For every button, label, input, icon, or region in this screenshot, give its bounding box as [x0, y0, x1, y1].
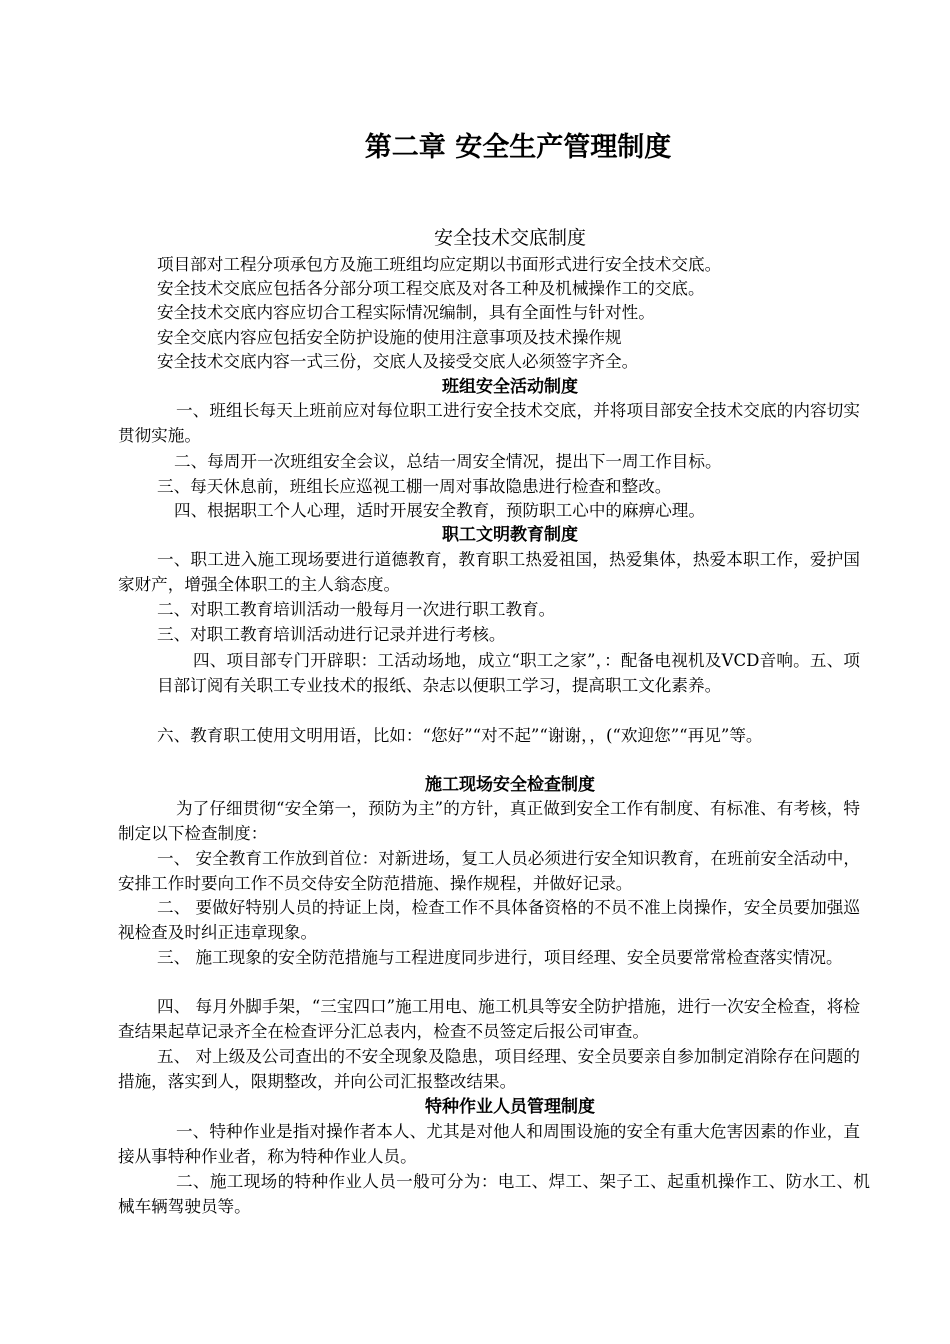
paragraph: 五、 对上级及公司查出的不安全现象及隐患，项目经理、安全员要亲自参加制定消除存在问题的措施，落实到人，限期整改，并向公司汇报整改结果。 [118, 1047, 860, 1091]
text-line: 安全技术交底内容一式三份，交底人及接受交底人必须签字齐全。 [157, 352, 639, 371]
paragraph: 四、根据职工个人心理，适时开展安全教育，预防职工心中的麻痹心理。 [174, 501, 705, 520]
paragraph: 二、每周开一次班组安全会议，总结一周安全情况，提出下一周工作目标。 [174, 452, 722, 471]
section-title-safety-briefing: 安全技术交底制度 [433, 227, 586, 249]
chapter-title: 第二章 安全生产管理制度 [364, 132, 672, 163]
text-line: 安全技术交底应包括各分部分项工程交底及对各工种及机械操作工的交底。 [157, 279, 705, 298]
text-line: 安全交底内容应包括安全防护设施的使用注意事项及技术操作规 [157, 328, 622, 347]
text-line: 安全技术交底内容应切合工程实际情况编制，具有全面性与针对性。 [157, 303, 655, 322]
paragraph: 为了仔细贯彻“安全第一，预防为主”的方针，真正做到安全工作有制度、有标准、有考核，特制定以下检查制度： [118, 799, 860, 843]
paragraph: 二、对职工教育培训活动一般每月一次进行职工教育。 [157, 600, 556, 619]
section-title-site-inspection: 施工现场安全检查制度 [425, 775, 595, 795]
paragraph: 一、 安全教育工作放到首位：对新进场，复工人员必须进行安全知识教育，在班前安全活动中，安排工作时要向工作不员交侍安全防范措施、操作规程，并做好记录。 [118, 849, 860, 893]
paragraph: 一、班组长每天上班前应对每位职工进行安全技术交底，并将项目部安全技术交底的内容切实贯彻实施。 [118, 401, 860, 445]
section-title-special-operations: 特种作业人员管理制度 [425, 1097, 595, 1117]
paragraph: 二、 要做好特别人员的持证上岗，检查工作不具体备资格的不员不准上岗操作，安全员要加强巡视检查及时纠正违章现象。 [118, 898, 860, 942]
paragraph: 三、 施工现象的安全防范措施与工程进度同步进行，项目经理、安全员要常常检查落实情况。 [157, 948, 843, 967]
paragraph: 三、对职工教育培训活动进行记录并进行考核。 [157, 625, 506, 644]
paragraph: 一、特种作业是指对操作者本人、尤其是对他人和周围设施的安全有重大危害因素的作业，直接从事特种作业者，称为特种作业人员。 [118, 1122, 860, 1166]
paragraph: 二、施工现场的特种作业人员一般可分为：电工、焊工、架子工、起重机操作工、防水工、机械车辆驾驶员等。 [118, 1172, 870, 1216]
section-title-worker-education: 职工文明教育制度 [442, 525, 578, 545]
paragraph: 一、职工进入施工现场要进行道德教育，教育职工热爱祖国，热爱集体，热爱本职工作，爱护国家财产，增强全体职工的主人翁态度。 [118, 550, 860, 594]
section-title-team-activity: 班组安全活动制度 [442, 377, 578, 397]
paragraph: 六、教育职工使用文明用语，比如：“您好”“对不起”“谢谢，，(“欢迎您”“再见”等。 [157, 726, 763, 745]
paragraph: 四、项目部专门开辟职：工活动场地，成立“职工之家”，：配备电视机及VCD音响。五、项目部订阅有关职工专业技术的报纸、杂志以便职工学习，提高职工文化素养。 [157, 651, 860, 695]
paragraph: 四、 每月外脚手架，“三宝四口”施工用电、施工机具等安全防护措施，进行一次安全检查，将检查结果起草记录齐全在检查评分汇总表内，检查不员签定后报公司审查。 [118, 997, 860, 1041]
text-line: 项目部对工程分项承包方及施工班组均应定期以书面形式进行安全技术交底。 [157, 255, 722, 274]
paragraph: 三、每天休息前，班组长应巡视工棚一周对事故隐患进行检查和整改。 [157, 477, 672, 496]
